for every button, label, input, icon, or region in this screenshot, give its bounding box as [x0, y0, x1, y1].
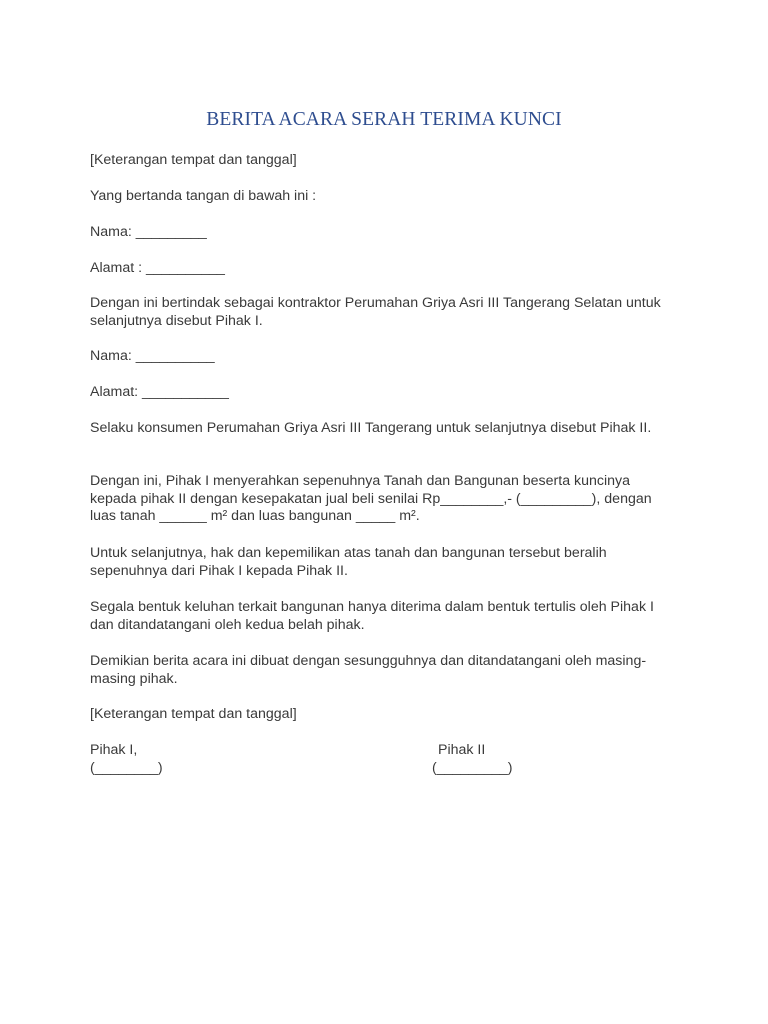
signature-left-label: Pihak I, [90, 742, 138, 758]
party2-address-line: Alamat: ___________ [90, 384, 229, 400]
place-date-bottom: [Keterangan tempat dan tanggal] [90, 706, 297, 722]
signature-right-label: Pihak II [438, 742, 486, 758]
intro-text: Yang bertanda tangan di bawah ini : [90, 188, 317, 204]
complaints-paragraph: Segala bentuk keluhan terkait bangunan hanya diterima dalam bentuk tertulis oleh Pihak I dan ditandatangani oleh kedua belah pihak. [90, 599, 658, 633]
handover-paragraph: Dengan ini, Pihak I menyerahkan sepenuhnya Tanah dan Bangunan beserta kuncinya kepada pihak II dengan kesepakatan jual beli senilai Rp________,- (_________), dengan luas tanah ______ m² dan luas bangunan _____ m². [90, 473, 656, 524]
document-title: BERITA ACARA SERAH TERIMA KUNCI [206, 109, 562, 130]
place-date-top: [Keterangan tempat dan tanggal] [90, 152, 297, 168]
party2-name-line: Nama: __________ [90, 348, 215, 364]
signature-left-blank: (________) [90, 760, 163, 776]
party1-role-paragraph: Dengan ini bertindak sebagai kontraktor Perumahan Griya Asri III Tangerang Selatan untuk selanjutnya disebut Pihak I. [90, 295, 665, 329]
ownership-paragraph: Untuk selanjutnya, hak dan kepemilikan atas tanah dan bangunan tersebut beralih sepenuhnya dari Pihak I kepada Pihak II. [90, 545, 611, 579]
party1-address-line: Alamat : __________ [90, 260, 225, 276]
party2-role-paragraph: Selaku konsumen Perumahan Griya Asri III Tangerang untuk selanjutnya disebut Pihak II. [90, 420, 652, 436]
signature-right-blank: (_________) [432, 760, 513, 776]
party1-name-line: Nama: _________ [90, 224, 207, 240]
closing-paragraph: Demikian berita acara ini dibuat dengan sesungguhnya dan ditandatangani oleh masing-masing pihak. [90, 653, 647, 687]
